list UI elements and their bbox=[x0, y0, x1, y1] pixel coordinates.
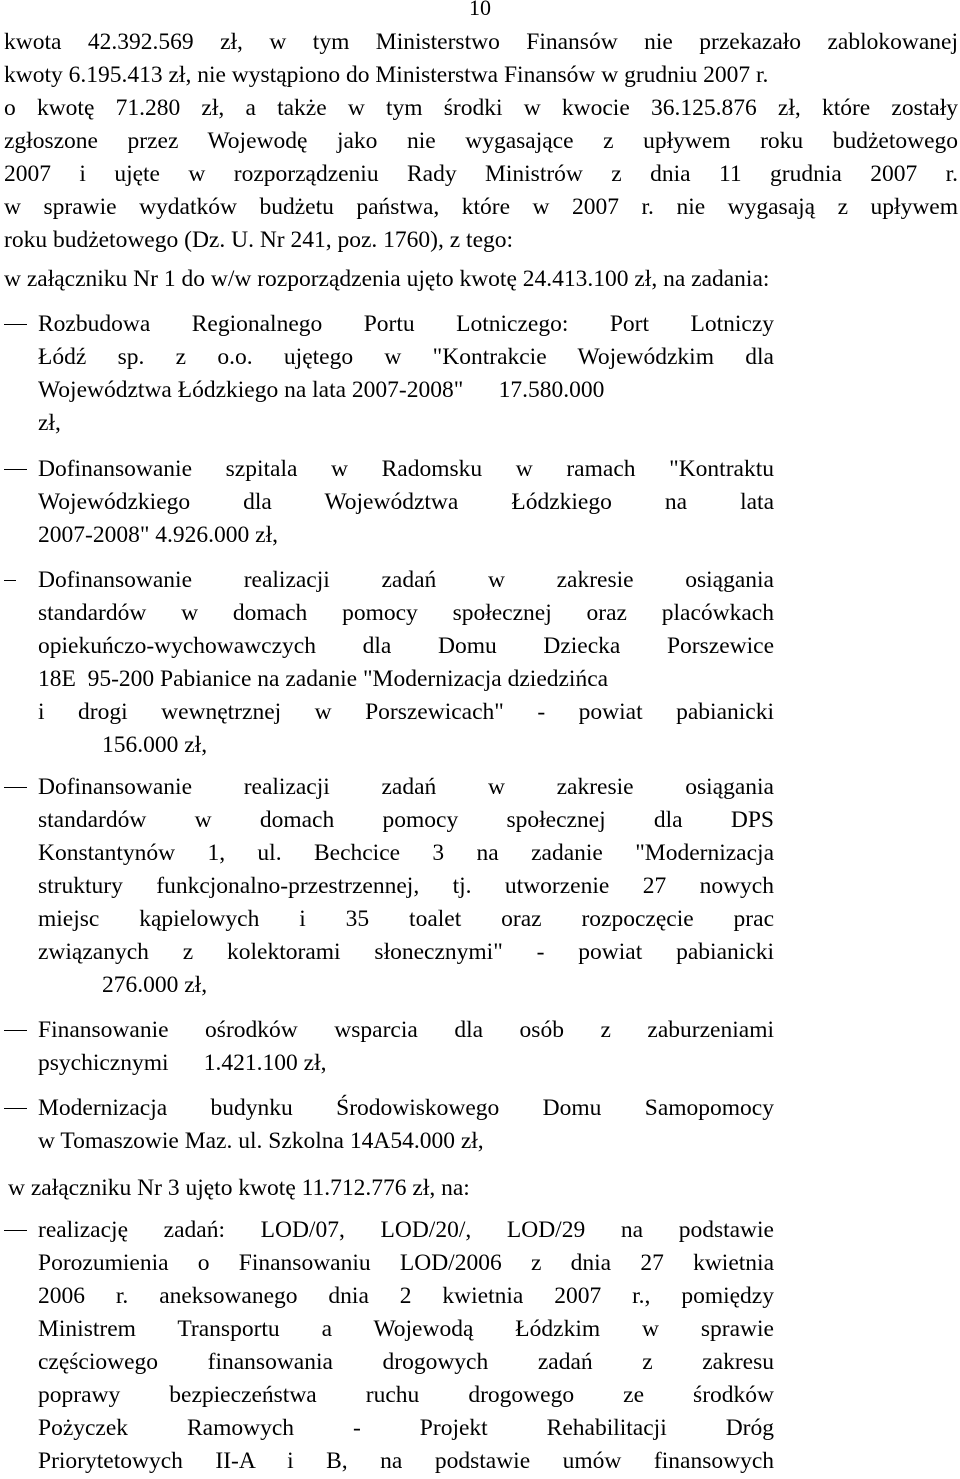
list-item-line: 2007-2008" 4.926.000 zł, bbox=[38, 522, 279, 548]
paragraph-line: kwoty 6.195.413 zł, nie wystąpiono do Ministerstwa Finansów w grudniu 2007 r. bbox=[4, 62, 769, 88]
annex-3-task-list bbox=[4, 1214, 774, 1478]
dash-bullet bbox=[4, 1030, 27, 1031]
annex-1-task-list bbox=[4, 308, 774, 1158]
list-item-line: w Tomaszowie Maz. ul. Szkolna 14A54.000 zł, bbox=[38, 1128, 484, 1154]
list-item-line: standardów w domach pomocy społecznej dla DPS bbox=[38, 807, 774, 833]
list-item-line: Priorytetowych II-A i B, na podstawie umów finansowych bbox=[38, 1448, 774, 1474]
list-item bbox=[4, 564, 774, 762]
list-item bbox=[4, 308, 774, 440]
list-item-line: miejsc kąpielowych i 35 toalet oraz rozpoczęcie prac bbox=[38, 906, 774, 932]
dash-bullet bbox=[4, 787, 27, 788]
list-item bbox=[4, 1092, 774, 1158]
list-item-line: Dofinansowanie realizacji zadań w zakresie osiągania bbox=[38, 774, 774, 800]
list-item-line: Konstantynów 1, ul. Bechcice 3 na zadanie "Modernizacja bbox=[38, 840, 774, 866]
paragraph-line: o kwotę 71.280 zł, a także w tym środki w kwocie 36.125.876 zł, które zostały bbox=[4, 95, 958, 121]
list-item-line: standardów w domach pomocy społecznej oraz placówkach bbox=[38, 600, 774, 626]
list-item-line: Finansowanie ośrodków wsparcia dla osób z zaburzeniami bbox=[38, 1017, 774, 1043]
annex-3-intro: w załączniku Nr 3 ujęto kwotę 11.712.776 zł, na: bbox=[8, 1175, 470, 1201]
list-item-line: związanych z kolektorami słonecznymi" - powiat pabianicki bbox=[38, 939, 774, 965]
list-item bbox=[4, 1214, 774, 1478]
paragraph-line: w sprawie wydatków budżetu państwa, które w 2007 r. nie wygasają z upływem bbox=[4, 194, 958, 220]
dash-bullet bbox=[4, 1230, 27, 1231]
opening-paragraph bbox=[4, 26, 958, 257]
list-item-line: 276.000 zł, bbox=[102, 972, 208, 998]
annex-1-intro: w załączniku Nr 1 do w/w rozporządzenia ujęto kwotę 24.413.100 zł, na zadania: bbox=[4, 266, 770, 292]
dash-bullet bbox=[4, 324, 27, 325]
list-item-line: psychicznymi 1.421.100 zł, bbox=[38, 1050, 327, 1076]
dash-bullet bbox=[4, 469, 27, 470]
list-item bbox=[4, 1014, 774, 1080]
list-item-line: Modernizacja budynku Środowiskowego Domu Samopomocy bbox=[38, 1095, 774, 1121]
list-item-line: Rozbudowa Regionalnego Portu Lotniczego: Port Lotniczy bbox=[38, 311, 774, 337]
list-item-line: Łódź sp. z o.o. ujętego w "Kontrakcie Wojewódzkim dla bbox=[38, 344, 774, 370]
list-item bbox=[4, 453, 774, 552]
list-item-line: opiekuńczo-wychowawczych dla Domu Dziecka Porszewice bbox=[38, 633, 774, 659]
list-item-line: Dofinansowanie realizacji zadań w zakresie osiągania bbox=[38, 567, 774, 593]
dash-bullet bbox=[4, 580, 16, 581]
list-item-line: i drogi wewnętrznej w Porszewicach" - powiat pabianicki bbox=[38, 699, 774, 725]
list-item-line: Ministrem Transportu a Wojewodą Łódzkim w sprawie bbox=[38, 1316, 774, 1342]
list-item-line: Wojewódzkiego dla Województwa Łódzkiego na lata bbox=[38, 489, 774, 515]
page-number: 10 bbox=[469, 0, 491, 20]
list-item-line: 18E 95-200 Pabianice na zadanie "Modernizacja dziedzińca bbox=[38, 666, 609, 692]
list-item-line: 156.000 zł, bbox=[102, 732, 208, 758]
dash-bullet bbox=[4, 1108, 27, 1109]
paragraph-line: roku budżetowego (Dz. U. Nr 241, poz. 1760), z tego: bbox=[4, 227, 514, 253]
list-item-line: Pożyczek Ramowych - Projekt Rehabilitacji Dróg bbox=[38, 1415, 774, 1441]
list-item-line: 2006 r. aneksowanego dnia 2 kwietnia 2007 r., pomiędzy bbox=[38, 1283, 774, 1309]
list-item-line: struktury funkcjonalno-przestrzennej, tj. utworzenie 27 nowych bbox=[38, 873, 774, 899]
list-item-line: Województwa Łódzkiego na lata 2007-2008" 17.580.000 bbox=[38, 377, 605, 403]
list-item-line: realizację zadań: LOD/07, LOD/20/, LOD/29 na podstawie bbox=[38, 1217, 774, 1243]
paragraph-line: zgłoszone przez Wojewodę jako nie wygasające z upływem roku budżetowego bbox=[4, 128, 958, 154]
list-item-line: zł, bbox=[38, 410, 61, 436]
paragraph-line: 2007 i ujęte w rozporządzeniu Rady Ministrów z dnia 11 grudnia 2007 r. bbox=[4, 161, 958, 187]
list-item-line: poprawy bezpieczeństwa ruchu drogowego ze środków bbox=[38, 1382, 774, 1408]
list-item bbox=[4, 771, 774, 1002]
list-item-line: częściowego finansowania drogowych zadań z zakresu bbox=[38, 1349, 774, 1375]
list-item-line: Porozumienia o Finansowaniu LOD/2006 z dnia 27 kwietnia bbox=[38, 1250, 774, 1276]
list-item-line: Dofinansowanie szpitala w Radomsku w ramach "Kontraktu bbox=[38, 456, 774, 482]
paragraph-line: kwota 42.392.569 zł, w tym Ministerstwo Finansów nie przekazało zablokowanej bbox=[4, 29, 958, 55]
